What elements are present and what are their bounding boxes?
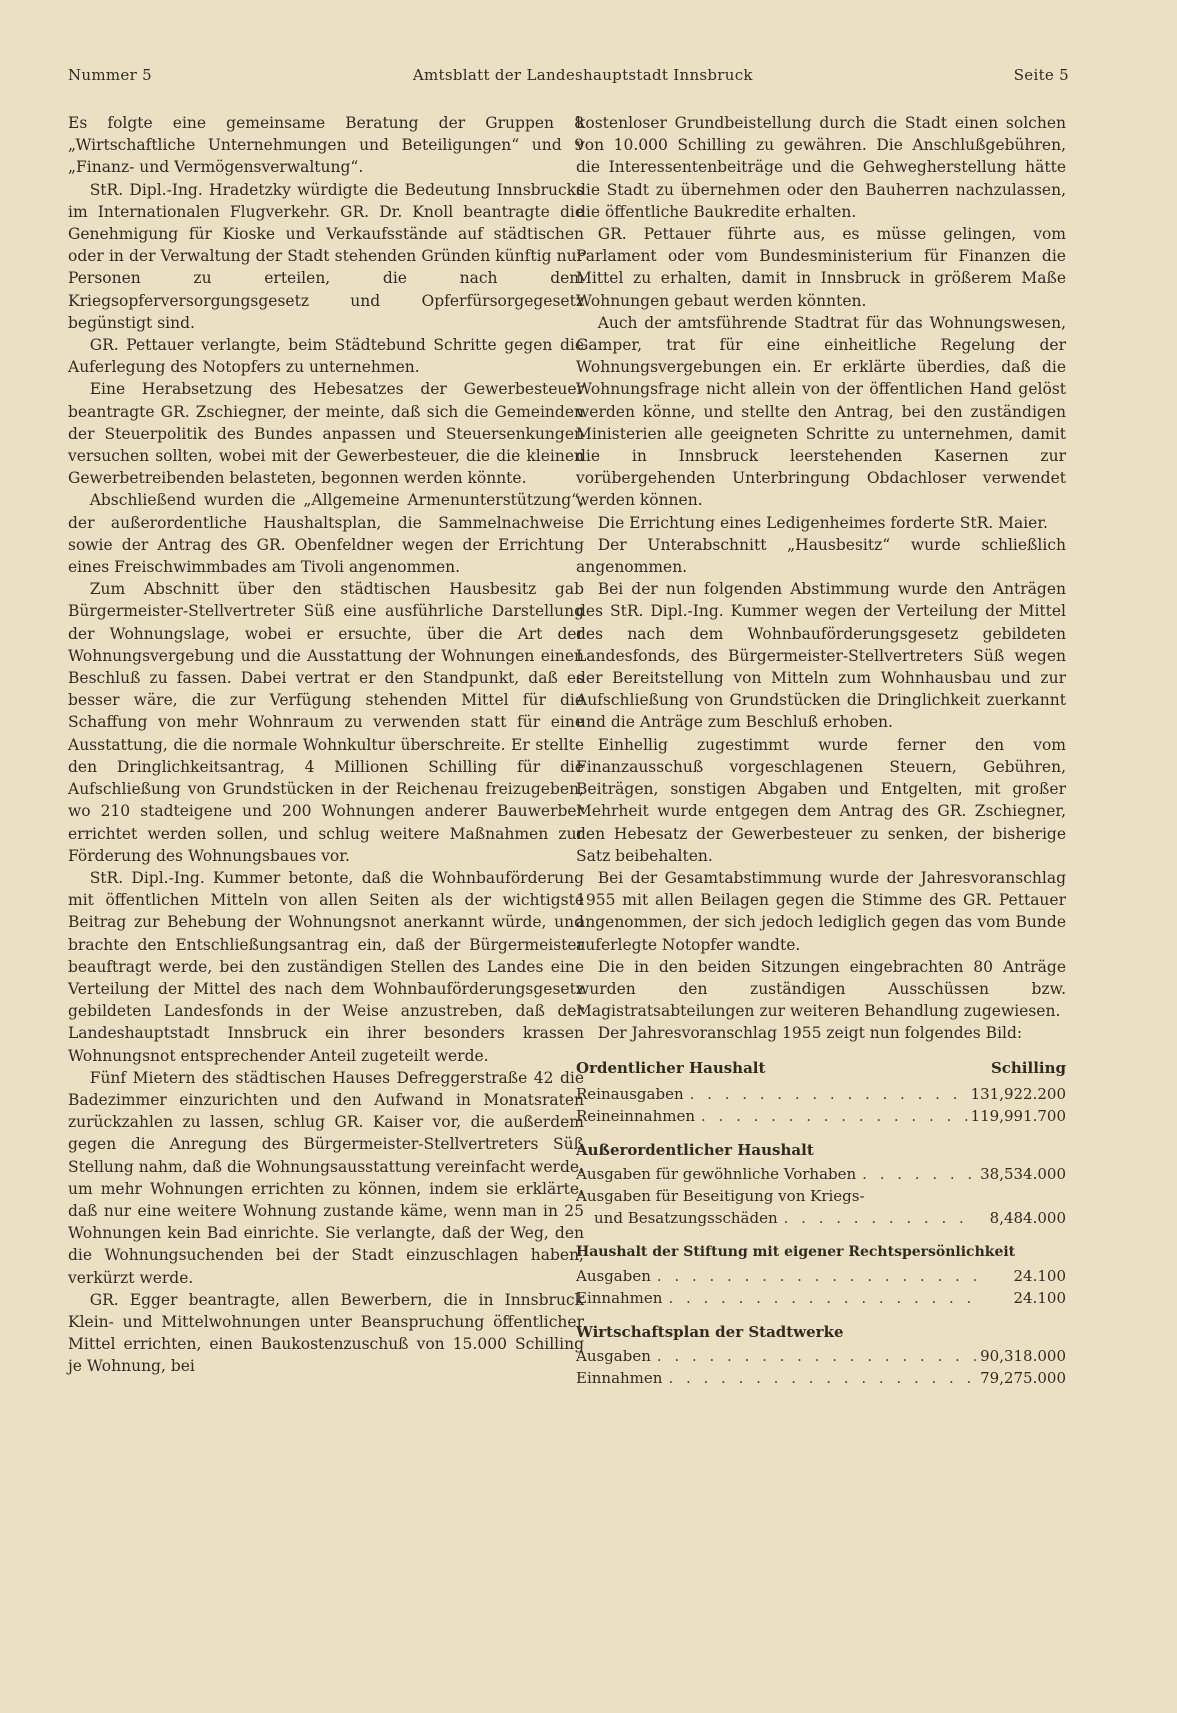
row-value: 24.100 [1013, 1289, 1066, 1308]
page-number: Seite 5 [1013, 66, 1069, 84]
budget-header-row [576, 1057, 1066, 1079]
page-header [68, 66, 1069, 84]
leader-dots [778, 1207, 976, 1229]
paragraph: Die in den beiden Sitzungen eingebrachten 80 Anträge wurden den zuständigen Ausschüssen bzw. Magistratsabteilungen zur weiteren Behandlung zugewiesen. [576, 957, 1066, 1021]
paragraph: Bei der nun folgenden Abstimmung wurde den Anträgen des StR. Dipl.-Ing. Kummer wegen der Verteilung der Mittel des nach dem Wohnbauförderungsgesetz gebildeten Landesfonds, des Bürgermeister-Stellvertreters Süß wegen der Bereitstellung von Mitteln zum Wohnhausbau und zur Aufschließung von Grundstücken die Dringlichkeit zuerkannt und die Anträge zum Beschluß erhoben. [576, 580, 1066, 732]
leader-dots [662, 1287, 976, 1309]
table-row [576, 1083, 1066, 1105]
table-row [576, 1345, 1066, 1367]
table-row [576, 1207, 1066, 1229]
paragraph: Bei der Gesamtabstimmung wurde der Jahresvoranschlag 1955 mit allen Beilagen gegen die Stimme des GR. Pettauer angenommen, der sich jedoch lediglich gegen das vom Bunde auferlegte Notopfer wandte. [576, 868, 1066, 954]
row-value: 79,275.000 [980, 1369, 1066, 1388]
row-value: 24.100 [1013, 1267, 1066, 1286]
leader-dots [695, 1105, 971, 1127]
paragraph: GR. Pettauer führte aus, es müsse gelingen, vom Parlament oder vom Bundesministerium für Finanzen die Mittel zu erhalten, damit in Innsbruck in größerem Maße Wohnungen gebaut werden könnten. [576, 225, 1066, 310]
section-title-extraordinary: Außerordentlicher Haushalt [576, 1140, 814, 1159]
leader-dots [856, 1163, 976, 1185]
paragraph: Fünf Mietern des städtischen Hauses Defreggerstraße 42 die Badezimmer einzurichten und den Aufwand in Monatsraten zurückzahlen zu lassen, schlug GR. Kaiser vor, die außerdem gegen die Anregung des Bürgermeister-Stellvertreters Süß Stellung nahm, daß die Wohnungsausstattung vereinfacht werde, um mehr Wohnungen errichten zu können, indem sie erklärte, daß nur eine weitere Wohnung zustande käme, wenn man in 25 Wohnungen kein Bad einrichte. Sie verlangte, daß der Weg, den die Wohnungsuchenden bei der Stadt einzuschlagen haben, verkürzt werde. [68, 1068, 584, 1287]
paragraph: Der Unterabschnitt „Hausbesitz“ wurde schließlich angenommen. [576, 535, 1066, 577]
row-value: 119,991.700 [970, 1106, 1066, 1125]
row-label-line: Ausgaben für Beseitigung von Kriegs- [576, 1186, 865, 1205]
table-row [576, 1287, 1066, 1309]
section-title-foundation: Haushalt der Stiftung mit eigener Rechtspersönlichkeit [576, 1243, 1016, 1260]
section-title-ordinary: Ordentlicher Haushalt [576, 1058, 766, 1077]
table-row [576, 1367, 1066, 1389]
paragraph: Zum Abschnitt über den städtischen Hausbesitz gab Bürgermeister-Stellvertreter Süß eine ausführliche Darstellung der Wohnungslage, wobei er ersuchte, über die Art der Wohnungsvergebung und die Ausstattung der Wohnungen einen Beschluß zu fassen. Dabei vertrat er den Standpunkt, daß es besser wäre, die zur Verfügung stehenden Mittel für die Schaffung von mehr Wohnraum zu verwenden statt für eine Ausstattung, die die normale Wohnkultur überschreite. Er stellte den Dringlichkeitsantrag, 4 Millionen Schilling für die Aufschließung von Grundstücken in der Reichenau freizugeben, wo 210 stadteigene und 200 Wohnungen anderer Bauwerber errichtet werden sollen, und schlug weitere Maßnahmen zur Förderung des Wohnungsbaues vor. [68, 580, 584, 865]
paragraph: Die Errichtung eines Ledigenheimes forderte StR. Maier. [597, 513, 1048, 532]
row-label: Einnahmen [576, 1289, 663, 1308]
row-value: 38,534.000 [980, 1164, 1066, 1183]
leader-dots [651, 1345, 976, 1367]
row-label: Ausgaben [576, 1347, 651, 1366]
currency-label: Schilling [990, 1058, 1066, 1077]
paragraph: Einhellig zugestimmt wurde ferner den vom Finanzausschuß vorgeschlagenen Steuern, Gebühren, Beiträgen, sonstigen Abgaben und Entgelten, mit großer Mehrheit wurde entgegen dem Antrag des GR. Zschiegner, den Hebesatz der Gewerbesteuer zu senken, der bisherige Satz beibehalten. [576, 735, 1066, 865]
paragraph: GR. Egger beantragte, allen Bewerbern, die in Innsbruck Klein- und Mittelwohnungen unter Beanspruchung öffentlicher Mittel errichten, einen Baukostenzuschuß von 15.000 Schilling je Wohnung, bei [68, 1290, 584, 1376]
paragraph: GR. Pettauer verlangte, beim Städtebund Schritte gegen die Auferlegung des Notopfers zu unternehmen. [68, 336, 584, 377]
section-title-utilities: Wirtschaftsplan der Stadtwerke [576, 1323, 844, 1342]
budget-table [576, 1057, 1066, 1390]
row-value: 90,318.000 [980, 1347, 1066, 1366]
table-row [576, 1105, 1066, 1127]
left-column [68, 112, 584, 1378]
leader-dots [684, 1083, 971, 1105]
row-label: und Besatzungsschäden [594, 1208, 778, 1227]
paragraph: StR. Dipl.-Ing. Kummer betonte, daß die Wohnbauförderung mit öffentlichen Mitteln von allen Seiten als der wichtigste Beitrag zur Behebung der Wohnungsnot anerkannt würde, und brachte den Entschließungsantrag ein, daß der Bürgermeister beauftragt werde, bei den zuständigen Stellen des Landes eine Verteilung der Mittel des nach dem Wohnbauförderungsgesetz gebildeten Landesfonds in der Weise anzustreben, daß der Landeshauptstadt Innsbruck ein ihrer besonders krassen Wohnungsnot entsprechender Anteil zugeteilt werde. [68, 868, 584, 1065]
row-value: 131,922.200 [970, 1084, 1066, 1103]
table-row [576, 1163, 1066, 1185]
leader-dots [651, 1265, 976, 1287]
paragraph: kostenloser Grundbeistellung durch die Stadt einen solchen von 10.000 Schilling zu gewähren. Die Anschlußgebühren, die Interessentenbeiträge und die Gehwegherstellung hätte die Stadt zu übernehmen oder den Bauherren nachzulassen, die öffentliche Baukredite erhalten. [576, 114, 1066, 221]
row-label: Reineinnahmen [576, 1106, 695, 1125]
paragraph: Auch der amtsführende Stadtrat für das Wohnungswesen, Gamper, trat für eine einheitliche Regelung der Wohnungsvergebungen ein. Er erklärte überdies, daß die Wohnungsfrage nicht allein von der öffentlichen Hand gelöst werden könne, und stellte den Antrag, bei den zuständigen Ministerien alle geeigneten Schritte zu unternehmen, damit die in Innsbruck leerstehenden Kasernen zur vorübergehenden Unterbringung Obdachloser verwendet werden können. [576, 313, 1066, 510]
publication-title: Amtsblatt der Landeshauptstadt Innsbruck [412, 66, 753, 84]
row-label: Reinausgaben [576, 1084, 684, 1103]
row-value: 8,484.000 [989, 1208, 1066, 1227]
issue-number: Nummer 5 [68, 66, 152, 84]
paragraph: Eine Herabsetzung des Hebesatzes der Gewerbesteuer beantragte GR. Zschiegner, der meinte, daß sich die Gemeinden der Steuerpolitik des Bundes anpassen und Steuersenkungen versuchen sollten, wobei mit der Gewerbesteuer, die die kleinen Gewerbetreibenden belasteten, begonnen werden könnte. [68, 380, 584, 488]
row-label: Einnahmen [576, 1369, 663, 1388]
row-label: Ausgaben für gewöhnliche Vorhaben [576, 1164, 857, 1183]
row-label: Ausgaben [576, 1267, 651, 1286]
paragraph: Der Jahresvoranschlag 1955 zeigt nun folgendes Bild: [597, 1024, 1023, 1043]
paragraph: StR. Dipl.-Ing. Hradetzky würdigte die Bedeutung Innsbrucks im Internationalen Flugverkehr. GR. Dr. Knoll beantragte die Genehmigung für Kioske und Verkaufsstände auf städtischen oder in der Verwaltung der Stadt stehenden Gründen künftig nur Personen zu erteilen, die nach dem Kriegsopferversorgungsgesetz und Opferfürsorgegesetz begünstigt sind. [68, 180, 584, 332]
table-row [576, 1265, 1066, 1287]
paragraph: Abschließend wurden die „Allgemeine Armenunterstützung“, der außerordentliche Haushaltsplan, die Sammelnachweise sowie der Antrag des GR. Obenfeldner wegen der Errichtung eines Freischwimmbades am Tivoli angenommen. [68, 491, 584, 577]
paragraph: Es folgte eine gemeinsame Beratung der Gruppen 8 „Wirtschaftliche Unternehmungen und Beteiligungen“ und 9 „Finanz- und Vermögensverwaltung“. [68, 114, 584, 177]
leader-dots [662, 1367, 976, 1389]
right-column [576, 112, 1066, 1389]
